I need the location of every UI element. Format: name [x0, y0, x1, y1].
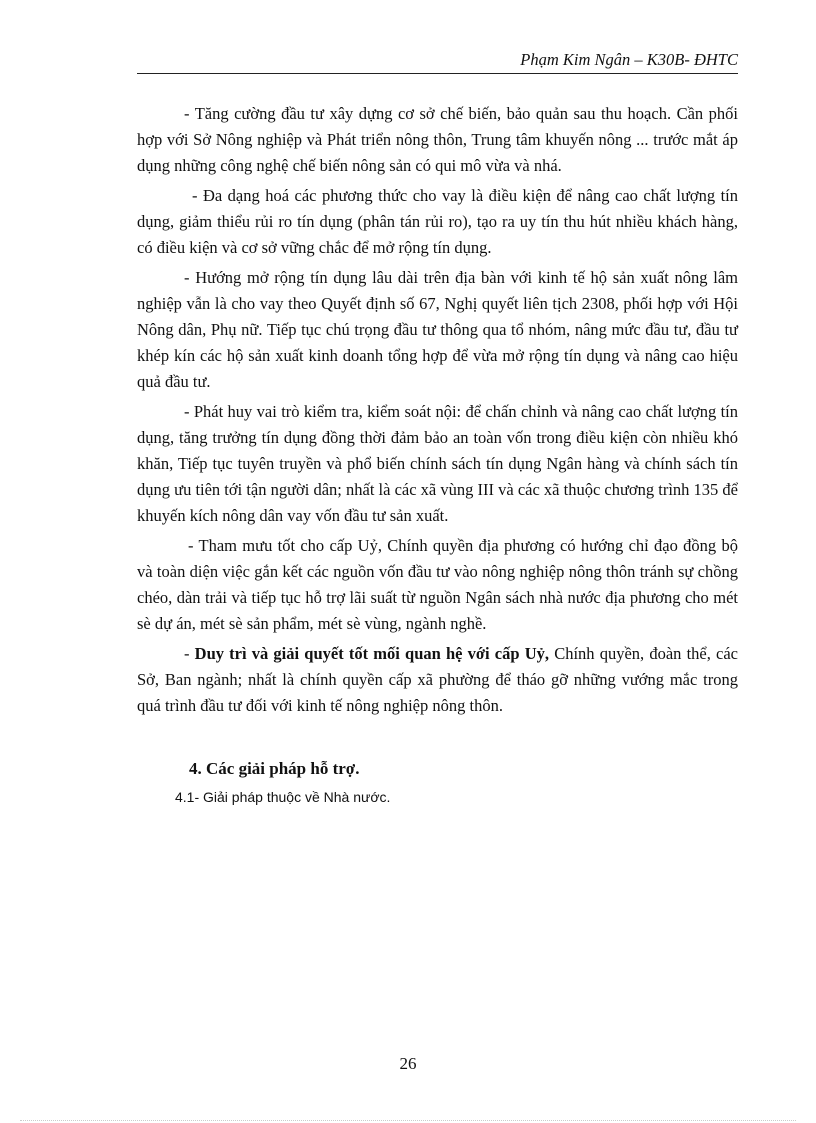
paragraph-bold-lead: Duy trì và giải quyết tốt mối quan hệ với cấp Uỷ, — [194, 644, 550, 663]
paragraph-rest-text: Chính quyền, đoàn thể, các Sở, Ban ngành; nhất là chính quyền cấp xã phường để tháo gỡ những vướng mắc trong quá trình đầu tư đối với kinh tế nông nghiệp nông thôn. — [137, 644, 738, 715]
paragraph-diversify-lending: - Đa dạng hoá các phương thức cho vay là điều kiện để nâng cao chất lượng tín dụng, giảm thiểu rủi ro tín dụng (phân tán rủi ro), tạo ra uy tín thu hút nhiều khách hàng, có điều kiện và cơ sở vững chắc để mở rộng tín dụng. — [137, 186, 738, 257]
page-number: 26 — [399, 1054, 417, 1073]
paragraph-advise-authorities: - Tham mưu tốt cho cấp Uỷ, Chính quyền địa phương có hướng chỉ đạo đồng bộ và toàn diện việc gắn kết các nguồn vốn đầu tư vào nông nghiệp nông thôn tránh sự chồng chéo, dàn trải và tiếp tục hỗ trợ lãi suất từ nguồn Ngân sách nhà nước địa phương cho mét sè dự án, mét sè sản phẩm, mét sè vùng, ngành nghề. — [137, 536, 738, 633]
subsection-heading: 4.1- Giải pháp thuộc về Nhà nước. — [175, 789, 391, 805]
section-heading: 4. Các giải pháp hỗ trợ. — [189, 759, 360, 778]
paragraph-processing-investment: - Tăng cường đầu tư xây dựng cơ sở chế biến, bảo quản sau thu hoạch. Cần phối hợp với Sở Nông nghiệp và Phát triển nông thôn, Trung tâm khuyến nông ... trước mắt áp dụng những công nghệ chế biến nông sản có qui mô vừa và nhá. — [137, 104, 738, 175]
page-bottom-divider — [20, 1120, 796, 1121]
paragraph-maintain-relations — [137, 641, 738, 719]
header-author-line: Phạm Kim Ngân – K30B- ĐHTC — [520, 50, 738, 69]
paragraph-internal-control: - Phát huy vai trò kiểm tra, kiểm soát nội: để chấn chỉnh và nâng cao chất lượng tín dụng, tăng trưởng tín dụng đồng thời đảm bảo an toàn vốn trong điều kiện còn nhiều khó khăn, Tiếp tục tuyên truyền và phổ biến chính sách tín dụng Ngân hàng và chính sách tín dụng ưu tiên tới tận người dân; nhất là các xã vùng III và các xã thuộc chương trình 135 để khuyến kích nông dân vay vốn đầu tư sản xuất. — [137, 402, 738, 525]
page-header — [137, 50, 738, 74]
page-body — [137, 101, 738, 805]
paragraph-dash: - — [184, 644, 195, 663]
paragraph-expand-credit: - Hướng mở rộng tín dụng lâu dài trên địa bàn với kinh tế hộ sản xuất nông lâm nghiệp vẫn là cho vay theo Quyết định số 67, Nghị quyết liên tịch 2308, phối hợp với Hội Nông dân, Phụ nữ. Tiếp tục chú trọng đầu tư thông qua tổ nhóm, nâng mức đầu tư, đầu tư khép kín các hộ sản xuất kinh doanh tổng hợp để vừa mở rộng tín dụng và nâng cao hiệu quả đầu tư. — [137, 268, 738, 391]
